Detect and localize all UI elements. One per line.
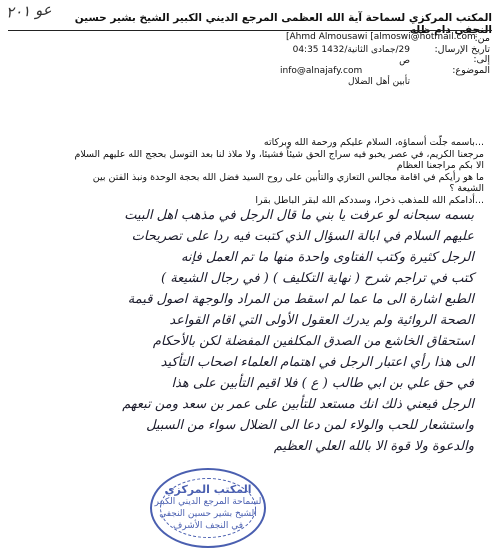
- subject-value: تأبين أهل الضلال: [347, 76, 410, 87]
- question-intro-line: مرجعنا الكريم، في عصر يخبو فيه سراج الحق شيئاً فشيئا، ولا ملاذ لنا بعد التوسل بحجج الله عليهم السلام الا بكم مراجعنا العظام: [74, 148, 484, 171]
- sent-date-label: تاريخ الإرسال:: [434, 43, 490, 55]
- answer-line: الرجل فيعني ذلك انك مستعد للتأبين على عمر بن سعد ومن تبعهم: [122, 397, 474, 412]
- closing-line: ...أدامكم الله للمذهب ذخرا، وسددكم الله لبقر الباطل بقرا: [255, 194, 484, 206]
- answer-line: الى هذا رأي اعتبار الرجل في اهتمام العلماء اصحاب التأكيد: [160, 355, 474, 370]
- handwritten-reference-note: عو ٢٠١: [5, 0, 53, 22]
- to-label: إلى:: [473, 54, 490, 65]
- seal-line: المكتب المركزي: [164, 483, 252, 496]
- header-divider: [8, 30, 492, 31]
- sent-date-value: 29/جمادى الثانية/1432 04:35 ص: [292, 45, 410, 66]
- email-meta-values: [280, 45, 410, 87]
- answer-line: عليهم السلام في ابالة السؤال الذي كتبت فيه ردا على تصريحات: [131, 229, 474, 244]
- sender-email-value: [Ahmd Almousawi [almoswi@hotmail.com: [286, 32, 476, 42]
- question-text: [64, 137, 484, 206]
- answer-line: كتب في تراجم شرح ( نهاية التكليف ) ( في رجال الشيعة ): [161, 271, 474, 286]
- seal-line: لسماحة المرجع الديني الكبير: [154, 497, 262, 507]
- email-field-labels: [420, 34, 490, 76]
- handwritten-answer: [114, 205, 474, 457]
- answer-line: استحقاق الخاشع من الصدق المكلفين المفضلة لكن بالأحكام: [152, 334, 474, 349]
- greeting-line: ...باسمه جلّت أسماؤه، السلام عليكم ورحمة الله وبركاته: [263, 137, 484, 148]
- subject-label: الموضوع:: [452, 64, 490, 76]
- recipient-email-value: info@alnajafy.com: [280, 66, 363, 76]
- answer-line: واستشعار للحب والولاء لمن دعا الى الضلال سواء من السبيل: [146, 418, 474, 433]
- answer-line: بسمه سبحانه لو عرفت يا بني ما قال الرجل في مذهب اهل البيت: [124, 208, 474, 223]
- office-letterhead-title: المكتب المركزي لسماحة آية الله العظمى المرجع الديني الكبير الشيخ بشير حسين النجفي دام ظله: [74, 12, 492, 36]
- seal-line: في النجف الأشرف: [172, 521, 244, 531]
- from-label: من:: [474, 33, 490, 44]
- answer-line: الرجل كثيرة وكتب الفتاوى واحدة منها ما تم العمل فإنه: [180, 250, 474, 265]
- seal-line: الشيخ بشير حسين النجفي: [159, 509, 257, 519]
- answer-line: في حق علي بن ابي طالب ( ع ) فلا اقيم التأبين على هذا: [171, 376, 474, 391]
- question-line: ما هو رأيكم في اقامة مجالس التعازي والتأبين على روح السيد فضل الله بحجة الوحدة ونبذ الفتن بين الشيعة ؟: [92, 171, 484, 194]
- answer-line: والدعوة ولا قوة الا بالله العلي العظيم: [273, 439, 474, 454]
- answer-line: الصحة الروائية ولم يدرك العقول الأولى التي اقام القواعد: [169, 313, 474, 328]
- answer-line: الطبع اشارة الى ما عما لم اسقط من المراد والوجهة اصول قيمة: [127, 292, 474, 307]
- office-seal-stamp: [150, 468, 266, 548]
